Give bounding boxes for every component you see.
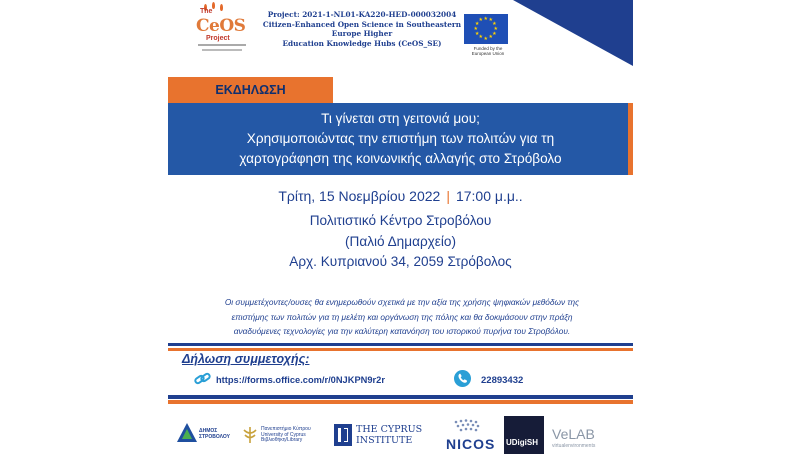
event-date: Τρίτη, 15 Νοεμβρίου 2022 xyxy=(278,188,441,204)
eu-star: ★ xyxy=(493,25,498,32)
eu-star: ★ xyxy=(474,30,480,37)
eu-star: ★ xyxy=(488,16,493,23)
event-label: ΕΚΔΗΛΩΣΗ xyxy=(168,77,333,103)
venue-name: Πολιτιστικό Κέντρο Στροβόλου xyxy=(309,213,492,228)
project-title-line2: Education Knowledge Hubs (CeOS_SE) xyxy=(282,38,442,48)
event-time: 17:00 μ.μ.. xyxy=(455,188,523,204)
event-title xyxy=(168,109,633,168)
corner-triangle xyxy=(513,0,633,66)
eu-star: ★ xyxy=(492,20,497,27)
eu-star: ★ xyxy=(478,16,483,23)
strovolos-emblem-icon xyxy=(176,422,198,444)
eu-star: ★ xyxy=(483,15,488,22)
divider-bottom xyxy=(168,395,633,399)
divider-bottom-accent xyxy=(168,400,633,404)
event-title-line2: Χρησιμοποιώντας την επιστήμη των πολιτών για τη xyxy=(246,130,555,146)
eu-star: ★ xyxy=(488,34,493,41)
venue-note: (Παλιό Δημαρχείο) xyxy=(345,233,456,249)
event-description: Οι συμμετέχοντες/ουσες θα ενημερωθούν σχετικά με την αξία της χρήσης ψηφιακών μεθόδων της επιστήμης των πολιτών για τη μελέτη και οργάνωση της πόλης και θα δοκιμάσουν στην πράξη αναδυόμενες τεχνολογίες για την καλύτερη κατανόηση του ιστορικού πυρήνα του Στροβόλου. xyxy=(224,297,580,336)
phone-icon xyxy=(454,370,471,387)
eu-star: ★ xyxy=(474,20,480,27)
event-title-line1: Τι γίνεται στη γειτονιά μου; xyxy=(321,111,480,126)
registration-link[interactable]: https://forms.office.com/r/0NJKPN9r2r xyxy=(216,375,385,385)
project-code: Project: 2021-1-NL01-KA220-HED-000032004 xyxy=(267,10,457,19)
ceos-logo: The CeOS Project xyxy=(190,4,248,60)
ucy-emblem-icon xyxy=(242,426,258,444)
chain-link-icon xyxy=(194,371,212,387)
nicos-logo: NICOS xyxy=(436,416,498,456)
divider-top xyxy=(168,343,633,346)
project-info xyxy=(252,10,472,49)
event-title-line3: χαρτογράφηση της κοινωνικής αλλαγής στο Στρόβολο xyxy=(239,150,562,166)
strovolos-logo: ΔΗΜΟΣ ΣΤΡΟΒΟΛΟΥ xyxy=(174,416,234,456)
ci-emblem-icon xyxy=(334,424,352,446)
eu-star: ★ xyxy=(483,35,488,42)
nicos-dots-icon xyxy=(448,418,488,434)
event-datetime xyxy=(168,188,633,204)
venue-address: Αρχ. Κυπριανού 34, 2059 Στρόβολος xyxy=(289,254,512,269)
eu-star: ★ xyxy=(478,34,483,41)
eu-star: ★ xyxy=(492,30,497,37)
udigish-logo: UDigiSH xyxy=(504,416,544,454)
registration-label: Δήλωση συμμετοχής: xyxy=(182,352,310,366)
eu-star: ★ xyxy=(473,25,478,32)
datetime-separator: | xyxy=(446,188,450,204)
eu-flag-icon xyxy=(464,14,508,44)
ucy-library-logo: Πανεπιστήμιο Κύπρου University of Cyprus Βιβλιοθήκη/Library xyxy=(242,416,332,456)
project-title-line1: Citizen-Enhanced Open Science in Southeastern Europe Higher xyxy=(262,19,462,39)
event-venue xyxy=(168,211,633,273)
divider-top-accent xyxy=(168,348,633,351)
event-poster xyxy=(168,0,633,465)
eu-funding-caption: Funded by the European Union xyxy=(471,46,505,57)
contact-phone: 22893432 xyxy=(481,375,524,386)
velab-logo: VeLAB virtualenvironments xyxy=(552,426,596,449)
cyprus-institute-logo: THE CYPRUS INSTITUTE xyxy=(334,416,430,456)
